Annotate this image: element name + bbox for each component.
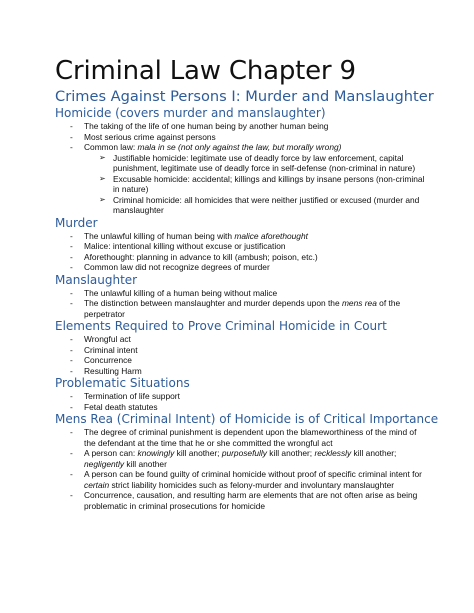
item-text: kill another;	[266, 448, 315, 458]
item-text: A person can be found guilty of criminal homicide without proof of specific criminal intent for	[84, 469, 422, 479]
list-item	[55, 132, 427, 143]
item-text: A person can:	[84, 448, 138, 458]
document-title: Criminal Law Chapter 9	[55, 56, 356, 86]
item-text: Common law:	[84, 142, 138, 152]
section-heading: Mens Rea (Criminal Intent) of Homicide is of Critical Importance	[55, 412, 439, 426]
bullet-list	[55, 231, 427, 273]
item-text: kill another;	[174, 448, 222, 458]
list-item	[55, 252, 427, 263]
item-text: Concurrence, causation, and resulting harm are elements that are not often arise as being problematic in criminal prosecutions for homicide	[84, 490, 418, 511]
item-text: The taking of the life of one human being by another human being	[84, 121, 329, 131]
dash-bullet-icon: -	[70, 448, 73, 458]
italic-text: knowingly	[137, 448, 175, 458]
list-item	[55, 469, 427, 490]
item-text: Most serious crime against persons	[84, 131, 216, 142]
dash-bullet-icon: -	[70, 344, 73, 355]
item-text: Malice: intentional killing without excuse or justification	[84, 241, 286, 251]
item-text: Resulting Harm	[84, 365, 142, 376]
list-item	[55, 402, 427, 413]
list-item	[55, 366, 427, 377]
dash-bullet-icon: -	[70, 334, 73, 344]
dash-bullet-icon: -	[70, 298, 73, 308]
dash-bullet-icon: -	[70, 287, 73, 298]
item-text: of the perpetrator	[84, 298, 401, 319]
list-item	[55, 355, 427, 366]
item-text: Common law did not recognize degrees of murder	[84, 262, 270, 272]
arrow-bullet-icon: ➢	[99, 152, 106, 162]
dash-bullet-icon: -	[70, 427, 73, 437]
section-heading: Elements Required to Prove Criminal Homicide in Court	[55, 319, 387, 333]
list-item	[55, 288, 427, 299]
dash-bullet-icon: -	[70, 251, 73, 262]
bullet-list	[55, 288, 427, 320]
dash-bullet-icon: -	[70, 365, 73, 376]
list-item	[55, 391, 427, 402]
item-text: The distinction between manslaughter and murder depends upon the	[84, 298, 342, 308]
bullet-list	[55, 391, 427, 412]
sub-list-item	[55, 174, 427, 195]
dash-bullet-icon: -	[70, 241, 73, 251]
section-heading: Manslaughter	[55, 272, 138, 287]
item-text: Excusable homicide: accidental; killings and killings by insane persons (non-criminal in nature)	[113, 173, 425, 194]
list-item	[55, 231, 427, 242]
item-text: Wrongful act	[84, 334, 131, 344]
item-text: The unlawful killing of a human being without malice	[84, 287, 278, 298]
list-item	[55, 490, 427, 511]
dash-bullet-icon: -	[70, 391, 73, 401]
item-text: Aforethought: planning in advance to kill (ambush; poison, etc.)	[84, 251, 318, 262]
item-text: Termination of life support	[84, 391, 180, 401]
dash-bullet-icon: -	[70, 355, 73, 365]
dash-bullet-icon: -	[70, 469, 73, 479]
item-text: The degree of criminal punishment is dependent upon the blameworthiness of the mind of the defendant at the time that he or she committed the wrongful act	[84, 427, 417, 448]
list-item	[55, 427, 427, 448]
italic-text: malice aforethought	[234, 230, 308, 241]
dash-bullet-icon: -	[70, 401, 73, 412]
item-text: Justifiable homicide: legitimate use of deadly force by law enforcement, capital punishment, legitimate use of deadly force in self-defense (non-criminal in nature)	[113, 152, 416, 173]
section-heading: Problematic Situations	[55, 376, 190, 390]
italic-text: certain	[84, 479, 110, 490]
list-item	[55, 262, 427, 273]
bullet-list	[55, 121, 427, 216]
item-text: strict liability homicides such as felony-murder and involuntary manslaughter	[109, 479, 395, 490]
section-heading: Murder	[55, 215, 98, 230]
dash-bullet-icon: -	[70, 490, 73, 500]
dash-bullet-icon: -	[70, 262, 73, 272]
list-item	[55, 298, 427, 319]
document-body	[55, 88, 439, 511]
sub-list-item	[55, 195, 427, 216]
italic-text: mala in se (not only against the law, but morally wrong)	[137, 142, 342, 152]
list-item	[55, 241, 427, 252]
item-text: The unlawful killing of human being with	[84, 230, 235, 241]
dash-bullet-icon: -	[70, 131, 73, 142]
item-text: kill another;	[351, 448, 397, 458]
item-text: kill another	[124, 458, 167, 469]
italic-text: purposefully	[221, 448, 267, 458]
bullet-list	[55, 334, 427, 376]
arrow-bullet-icon: ➢	[99, 194, 106, 204]
list-item	[55, 334, 427, 345]
arrow-bullet-icon: ➢	[99, 173, 106, 183]
item-text: Criminal homicide: all homicides that were neither justified or excused (murder and manslaughter	[113, 194, 420, 215]
dash-bullet-icon: -	[70, 121, 73, 131]
section-heading: Homicide (covers murder and manslaughter)	[55, 106, 326, 120]
dash-bullet-icon: -	[70, 230, 73, 241]
item-text: Criminal intent	[84, 344, 138, 355]
item-text: Concurrence	[84, 355, 132, 365]
bullet-list	[55, 427, 427, 511]
list-item	[55, 121, 427, 132]
italic-text: negligently	[84, 458, 125, 469]
item-text: Fetal death statutes	[84, 401, 158, 412]
chapter-heading: Crimes Against Persons I: Murder and Manslaughter	[55, 88, 434, 105]
list-item	[55, 345, 427, 356]
list-item	[55, 142, 427, 153]
italic-text: mens rea	[341, 298, 377, 308]
sub-list-item	[55, 153, 427, 174]
dash-bullet-icon: -	[70, 142, 73, 152]
italic-text: recklessly	[314, 448, 352, 458]
list-item	[55, 448, 427, 469]
